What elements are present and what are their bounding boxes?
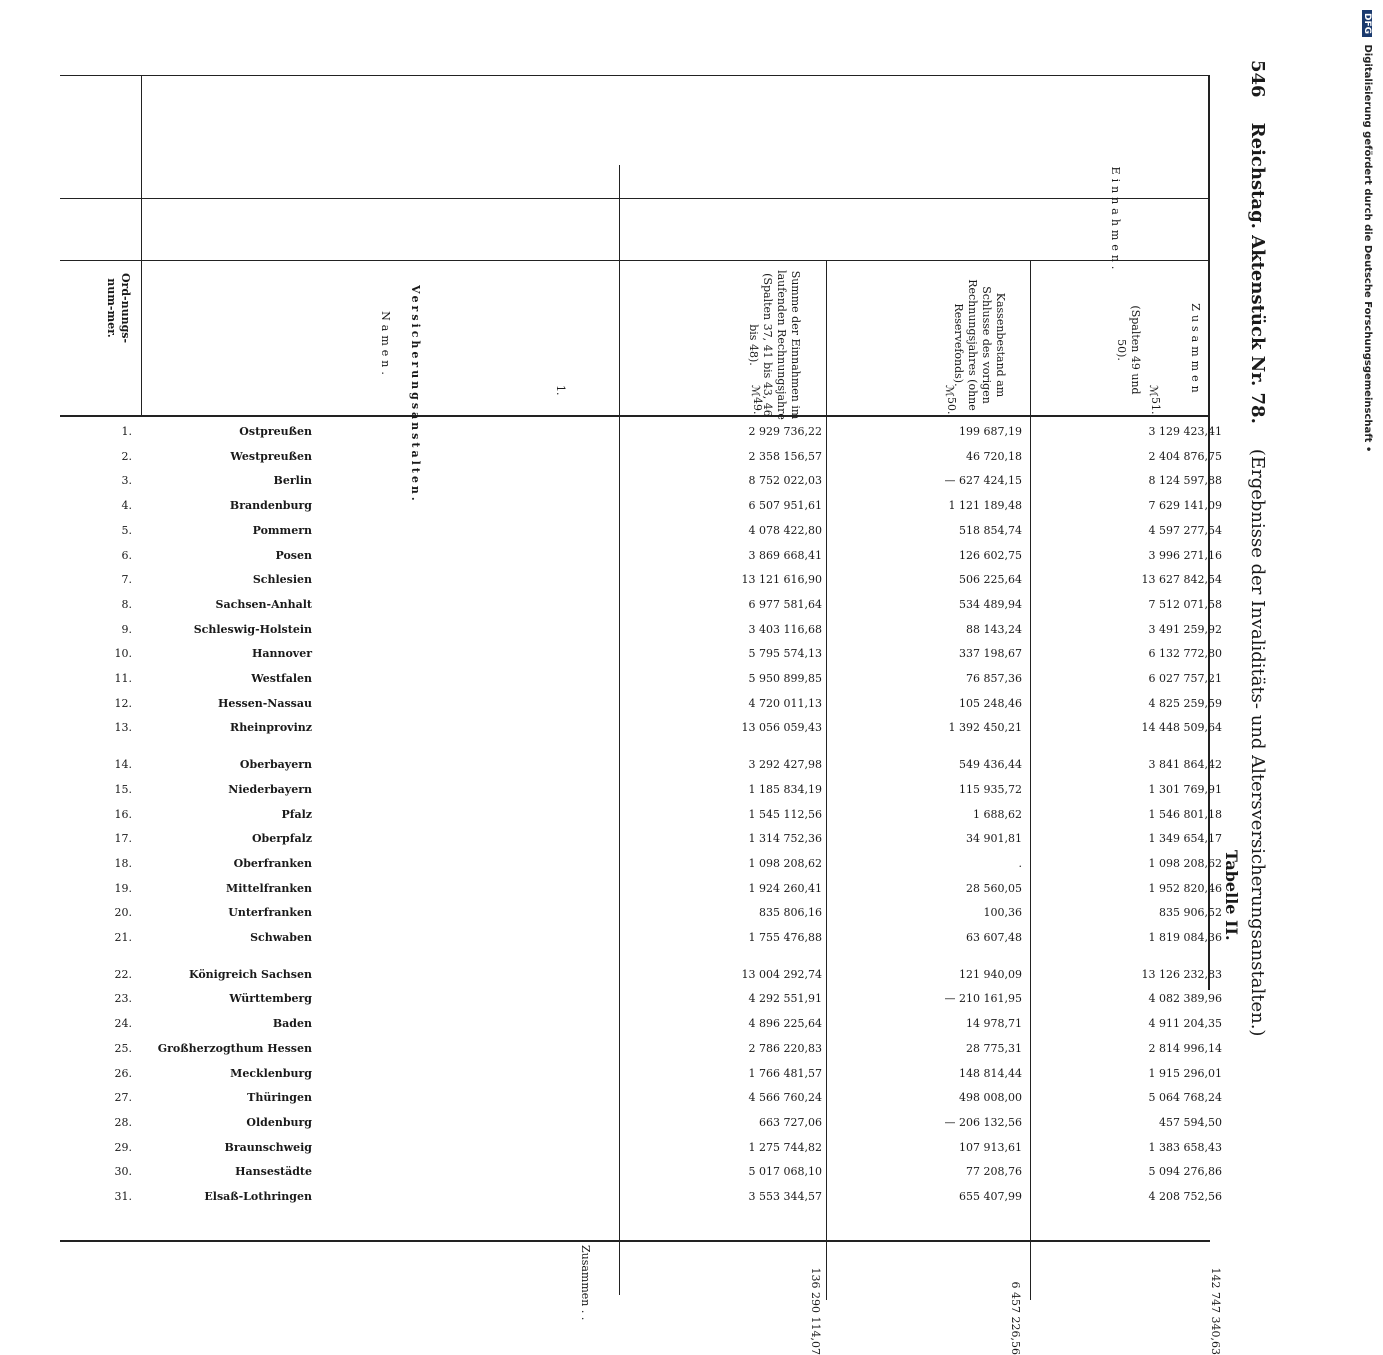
column-header-49: Summe der Einnahmen im laufenden Rechnungsjahre (Spalten 37, 41 bis 43, 46 bis 48). [747, 270, 802, 420]
column-number-1: 1. [554, 385, 567, 396]
row-number: 15. [114, 782, 132, 796]
row-col51: 4 597 277,54 [1148, 523, 1222, 537]
row-number: 10. [114, 647, 132, 661]
column-header-ordnungsnummer: Ord-nungs-num-mer. [105, 272, 132, 344]
col49-col50-divider [826, 260, 827, 1300]
row-col50: 506 225,64 [959, 573, 1022, 587]
row-number: 27. [114, 1091, 132, 1105]
credit-text: Digitalisierung gefördert durch die Deutsche Forschungsgemeinschaft • [1362, 44, 1373, 453]
row-name: Oldenburg [246, 1115, 312, 1129]
row-col51: 4 911 204,35 [1148, 1017, 1222, 1031]
row-col51: 1 383 658,43 [1148, 1140, 1222, 1154]
row-col50: 148 814,44 [959, 1066, 1022, 1080]
row-number: 20. [114, 906, 132, 920]
column-number-51: 51. [1149, 397, 1162, 415]
row-number: 6. [121, 548, 132, 562]
row-number: 24. [114, 1017, 132, 1031]
row-col50: 34 901,81 [966, 832, 1022, 846]
row-col51: 2 814 996,14 [1148, 1041, 1222, 1055]
row-col51: 1 819 084,36 [1148, 931, 1222, 944]
row-col50: 126 602,75 [959, 548, 1022, 562]
row-col51: 6 027 757,21 [1148, 672, 1222, 685]
row-col49: 2 929 736,22 [748, 425, 822, 438]
row-col51: 7 512 071,58 [1148, 597, 1222, 611]
row-col51: 835 906,52 [1159, 906, 1222, 920]
row-number: 28. [114, 1115, 132, 1129]
row-col50: 28 775,31 [966, 1041, 1022, 1055]
row-col50: 14 978,71 [966, 1017, 1022, 1031]
row-col50: 88 143,24 [966, 622, 1022, 636]
row-col51: 1 915 296,01 [1148, 1066, 1222, 1080]
row-col49: 13 056 059,43 [741, 721, 822, 735]
row-col50: 199 687,19 [959, 425, 1022, 438]
row-col51: 3 491 259,92 [1148, 622, 1222, 636]
row-col51: 1 301 769,91 [1148, 782, 1222, 796]
row-name: Schleswig-Holstein [193, 622, 312, 636]
row-col50: — 210 161,95 [944, 992, 1022, 1006]
table-label: Tabelle II. [1222, 850, 1241, 941]
row-col50: 1 688,62 [973, 807, 1022, 821]
row-col49: 1 924 260,41 [748, 881, 822, 895]
row-name: Oberpfalz [251, 832, 312, 846]
row-col51: 1 546 801,18 [1148, 807, 1222, 821]
row-number: 2. [121, 449, 132, 463]
row-col51: 2 404 876,75 [1148, 449, 1222, 463]
row-col49: 5 017 068,10 [748, 1165, 822, 1179]
row-col50: 121 940,09 [959, 967, 1022, 981]
row-col49: 13 004 292,74 [741, 967, 822, 981]
row-col50: 100,36 [983, 906, 1022, 920]
row-number: 9. [121, 622, 132, 636]
row-col50: 337 198,67 [959, 647, 1022, 661]
row-col50: — 206 132,56 [944, 1115, 1022, 1129]
row-col50: 1 121 189,48 [948, 499, 1022, 513]
row-number: 7. [121, 573, 132, 587]
row-col50: . [1018, 856, 1022, 870]
row-name: Thüringen [247, 1091, 312, 1105]
row-name: Großherzogthum Hessen [157, 1041, 312, 1055]
row-number: 21. [114, 931, 132, 944]
table-left-rule [60, 75, 1210, 76]
row-col49: 3 403 116,68 [748, 622, 822, 636]
row-col51: 4 825 259,59 [1148, 696, 1222, 710]
row-col51: 4 208 752,56 [1148, 1190, 1222, 1203]
row-col50: 549 436,44 [959, 758, 1022, 772]
row-col49: 663 727,06 [759, 1115, 822, 1129]
page-number: 546 [1247, 60, 1268, 98]
row-col49: 4 078 422,80 [748, 523, 822, 537]
row-number: 29. [114, 1140, 132, 1154]
row-name: Königreich Sachsen [189, 967, 312, 981]
row-name: Posen [275, 548, 312, 562]
row-name: Pfalz [281, 807, 312, 821]
row-col51: 1 952 820,46 [1148, 881, 1222, 895]
row-number: 31. [114, 1190, 132, 1203]
row-number: 13. [114, 721, 132, 735]
row-col50: 655 407,99 [959, 1190, 1022, 1203]
row-col51: 14 448 509,64 [1141, 721, 1222, 735]
row-name: Rheinprovinz [230, 721, 312, 735]
dfg-logo: DFG [1362, 10, 1372, 37]
row-col49: 1 185 834,19 [748, 782, 822, 796]
row-number: 8. [121, 597, 132, 611]
total-col51: 142 747 340,63 [1209, 1267, 1222, 1355]
row-col51: 3 841 864,42 [1148, 758, 1222, 772]
row-name: Hansestädte [235, 1165, 312, 1179]
row-col51: 7 629 141,09 [1148, 499, 1222, 513]
row-col49: 1 766 481,57 [748, 1066, 822, 1080]
unit-50: ℳ [943, 385, 956, 397]
row-number: 14. [114, 758, 132, 772]
column-header-50: Kassenbestand am Schlusse des vorigen Rechnungsjahres (ohne Reservefonds). [952, 279, 1007, 411]
row-col50: 534 489,94 [959, 597, 1022, 611]
row-name: Schlesien [252, 573, 312, 587]
row-number: 19. [114, 881, 132, 895]
row-col51: 457 594,50 [1159, 1115, 1222, 1129]
unit-51: ℳ [1147, 385, 1160, 397]
row-name: Mecklenburg [230, 1066, 312, 1080]
row-col49: 5 795 574,13 [748, 647, 822, 661]
row-name: Hannover [251, 647, 312, 661]
row-number: 1. [121, 425, 132, 438]
row-name: Unterfranken [228, 906, 312, 920]
row-col49: 4 896 225,64 [748, 1017, 822, 1031]
row-number: 11. [114, 672, 132, 685]
row-col51: 3 996 271,16 [1148, 548, 1222, 562]
row-number: 12. [114, 696, 132, 710]
row-name: Westpreußen [230, 449, 312, 463]
row-col49: 5 950 899,85 [748, 672, 822, 685]
row-name: Hessen-Nassau [217, 696, 312, 710]
row-name: Schwaben [250, 931, 312, 944]
row-name: Elsaß-Lothringen [204, 1190, 312, 1203]
row-col49: 4 720 011,13 [748, 696, 822, 710]
row-col51: 1 098 208,62 [1148, 856, 1222, 870]
column-header-namen: Namen. [379, 311, 392, 379]
row-col49: 8 752 022,03 [748, 474, 822, 488]
row-col49: 1 755 476,88 [748, 931, 822, 944]
row-col49: 2 358 156,57 [748, 449, 822, 463]
row-col49: 3 553 344,57 [748, 1190, 822, 1203]
row-col49: 6 507 951,61 [748, 499, 822, 513]
row-col49: 2 786 220,83 [748, 1041, 822, 1055]
unit-49: ℳ [749, 385, 762, 397]
row-col50: 77 208,76 [966, 1165, 1022, 1179]
header-row-divider [60, 260, 1210, 261]
row-number: 5. [121, 523, 132, 537]
row-col51: 13 126 232,83 [1141, 967, 1222, 981]
row-col50: 76 857,36 [966, 672, 1022, 685]
row-number: 30. [114, 1165, 132, 1179]
row-name: Württemberg [229, 992, 312, 1006]
row-name: Sachsen-Anhalt [215, 597, 312, 611]
row-col49: 835 806,16 [759, 906, 822, 920]
row-col49: 3 292 427,98 [748, 758, 822, 772]
row-name: Baden [272, 1017, 312, 1031]
total-rule [60, 1240, 1210, 1242]
row-col49: 6 977 581,64 [748, 597, 822, 611]
row-col51: 8 124 597,88 [1148, 474, 1222, 488]
page-header [1247, 60, 1268, 1036]
row-name: Pommern [252, 523, 312, 537]
row-col49: 3 869 668,41 [748, 548, 822, 562]
row-name: Ostpreußen [239, 425, 312, 438]
row-name: Oberbayern [239, 758, 312, 772]
row-col51: 3 129 423,41 [1148, 425, 1222, 438]
row-col50: 518 854,74 [959, 523, 1022, 537]
row-col50: — 627 424,15 [944, 474, 1022, 488]
row-col50: 115 935,72 [959, 782, 1022, 796]
column-header-51: Zusammen [1189, 303, 1202, 397]
row-col50: 63 607,48 [966, 931, 1022, 944]
nr-name-divider [141, 75, 142, 415]
row-col50: 107 913,61 [959, 1140, 1022, 1154]
header-bottom-rule [60, 415, 1210, 417]
row-number: 18. [114, 856, 132, 870]
row-number: 23. [114, 992, 132, 1006]
numbers-divider [60, 198, 1210, 199]
row-name: Mittelfranken [226, 881, 312, 895]
row-col49: 1 314 752,36 [748, 832, 822, 846]
row-col49: 1 275 744,82 [748, 1140, 822, 1154]
row-name: Berlin [273, 474, 312, 488]
row-name: Oberfranken [233, 856, 312, 870]
row-number: 3. [121, 474, 132, 488]
document-subtitle: (Ergebnisse der Invaliditäts- und Altersversicherungsanstalten.) [1247, 448, 1268, 1037]
row-col49: 4 292 551,91 [748, 992, 822, 1006]
rotated-table-page: 546 Reichstag. Aktenstück Nr. 78. (Ergebnisse der Invaliditäts- und Altersversicherungsanstalten.) Tabelle II. Einnahmen. Versicherungsanstalten. Ord-nungs-num-mer. Namen. Summe der Einnahmen im laufenden Rechnungsjahre (Spalten 37, 41 bis 43, 46 bis 48). Kassenbestand am Schlusse des vorigen Rechnungsjahres (ohne Reservefonds). Zusammen (Spalten 49 und 50). 1. ℳ 49. ℳ 50. ℳ 51. 1. Ostpreußen 2 929 736,22 199 687,19 3 129 423,41 2. Westpreußen 2 358 156,57 46 720,18 2 404 876,75 3. Berlin 8 752 022,03 — 627 424,15 8 124 597,88 4. Brandenburg 6 507 951,61 1 121 189,48 7 629 141,09 5. Pommern 4 078 422,80 518 854,74 4 597 277,54 6. Posen 3 869 668,41 126 602,75 3 996 271,16 7. Schlesien 13 121 616,90 506 225,64 13 627 842,54 8. Sachsen-Anhalt 6 977 581,64 534 489,94 7 512 071,58 9. Schleswig-Holstein 3 403 116,68 88 143,24 3 491 259,92 10. Hannover 5 795 574,13 337 198,67 6 132 772,80 11. Westfalen 5 950 899,85 76 857,36 6 027 757,21 12. Hessen-Nassau 4 720 011,13 105 248,46 4 825 259,59 13. Rheinprovinz 13 056 059,43 1 392 450,21 14 448 509,64 14. Oberbayern 3 292 427,98 549 436,44 3 841 864,42 15. Niederbayern 1 185 834,19 115 935,72 1 301 769,91 16. Pfalz 1 545 112,56 1 688,62 1 546 801,18 17. Oberpfalz 1 314 752,36 34 901,81 1 349 654,17 18. Oberfranken 1 098 208,62 . 1 098 208,62 19. Mittelfranken 1 924 260,41 28 560,05 1 952 820,46 20. Unterfranken 835 806,16 100,36 835 906,52 21. Schwaben 1 755 476,88 63 607,48 1 819 084,36 22. Königreich Sachsen 13 004 292,74 121 940,09 13 126 232,83 23. Württemberg 4 292 551,91 — 210 161,95 4 082 389,96 24. Baden 4 896 225,64 14 978,71 4 911 204,35 25. Großherzogthum Hessen 2 786 220,83 28 775,31 2 814 996,14 26. Mecklenburg 1 766 481,57 148 814,44 1 915 296,01 27. Thüringen 4 566 760,24 498 008,00 5 064 768,24 28. Oldenburg 663 727,06 — 206 132,56 457 594,50 29. Braunschweig 1 275 744,82 107 913,61 1 383 658,43 30. Hansestädte 5 017 068,10 77 208,76 5 094 276,86 31. Elsaß-Lothringen 3 553 344,57 655 407,99 4 208 752,56 Zusammen . . 136 290 114,07 6 457 226,56 142 747 340,63 [0, 0, 1292, 1000]
row-number: 4. [121, 499, 132, 513]
group-header-versicherungsanstalten: Versicherungsanstalten. [409, 285, 422, 504]
column-header-51-sub: (Spalten 49 und 50). [1115, 305, 1142, 395]
total-label: Zusammen . . [579, 1245, 592, 1321]
row-col50: 498 008,00 [959, 1091, 1022, 1105]
row-col50: 46 720,18 [966, 449, 1022, 463]
row-number: 22. [114, 967, 132, 981]
row-col50: 105 248,46 [959, 696, 1022, 710]
row-name: Westfalen [251, 672, 312, 685]
row-number: 25. [114, 1041, 132, 1055]
row-col49: 4 566 760,24 [748, 1091, 822, 1105]
row-number: 17. [114, 832, 132, 846]
column-number-50: 50. [945, 397, 958, 415]
row-col51: 6 132 772,80 [1148, 647, 1222, 661]
col50-col51-divider [1030, 260, 1031, 1300]
row-name: Niederbayern [228, 782, 312, 796]
row-col51: 13 627 842,54 [1141, 573, 1222, 587]
row-col51: 1 349 654,17 [1148, 832, 1222, 846]
row-number: 16. [114, 807, 132, 821]
column-number-49: 49. [751, 397, 764, 415]
row-col51: 4 082 389,96 [1148, 992, 1222, 1006]
row-col51: 5 064 768,24 [1148, 1091, 1222, 1105]
document-title: Reichstag. Aktenstück Nr. 78. [1247, 122, 1268, 424]
row-name: Brandenburg [229, 499, 312, 513]
row-col49: 13 121 616,90 [741, 573, 822, 587]
row-col50: 28 560,05 [966, 881, 1022, 895]
row-col49: 1 098 208,62 [748, 856, 822, 870]
row-number: 26. [114, 1066, 132, 1080]
row-col51: 5 094 276,86 [1148, 1165, 1222, 1179]
total-col49: 136 290 114,07 [809, 1267, 822, 1355]
total-col50: 6 457 226,56 [1009, 1281, 1022, 1355]
row-col50: 1 392 450,21 [948, 721, 1022, 735]
row-name: Braunschweig [224, 1140, 312, 1154]
row-col49: 1 545 112,56 [748, 807, 822, 821]
group-divider [619, 165, 620, 1295]
